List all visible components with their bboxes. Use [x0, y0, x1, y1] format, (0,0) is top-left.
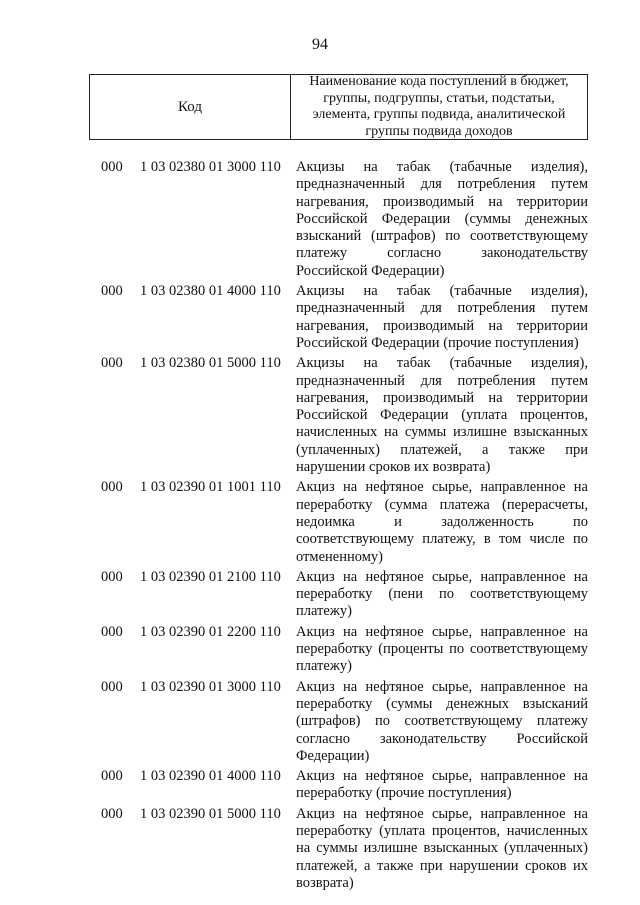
table-row [0, 283, 640, 352]
table-row [0, 806, 640, 892]
revenue-code: 1 03 02390 01 2100 110 [140, 568, 281, 585]
revenue-description: Акциз на нефтяное сырье, направленное на переработку (прочие поступления) [296, 768, 588, 802]
table-body [0, 159, 640, 895]
table-row [0, 624, 640, 676]
admin-code: 000 [101, 805, 123, 822]
table-row [0, 355, 640, 476]
revenue-code: 1 03 02390 01 1001 110 [140, 479, 281, 496]
revenue-code: 1 03 02390 01 3000 110 [140, 678, 281, 695]
revenue-code: 1 03 02390 01 4000 110 [140, 768, 281, 785]
revenue-description: Акцизы на табак (табачные изделия), предназначенный для потребления путем нагревания, производимый на территории Российской Федерации (суммы денежных взысканий (штрафов) по соответствующему платежу согласно законодательству Российской Федерации) [296, 159, 588, 279]
revenue-description: Акциз на нефтяное сырье, направленное на переработку (суммы денежных взысканий (штрафов) по соответствующему платежу согласно законодательству Российской Федерации) [296, 678, 588, 764]
revenue-description: Акцизы на табак (табачные изделия), предназначенный для потребления путем нагревания, производимый на территории Российской Федерации (прочие поступления) [296, 283, 588, 351]
admin-code: 000 [101, 678, 123, 695]
revenue-code: 1 03 02380 01 3000 110 [140, 159, 281, 175]
revenue-code: 1 03 02390 01 2200 110 [140, 623, 281, 640]
revenue-description: Акциз на нефтяное сырье, направленное на переработку (пени по соответствующему платежу) [296, 568, 588, 620]
page-number: 94 [312, 36, 328, 53]
table-row [0, 569, 640, 621]
admin-code: 000 [101, 159, 123, 175]
table-header [89, 74, 588, 140]
table-row [0, 479, 640, 565]
admin-code: 000 [101, 479, 123, 496]
revenue-code: 1 03 02390 01 5000 110 [140, 805, 281, 822]
admin-code: 000 [101, 355, 123, 372]
header-code-label: Код [90, 75, 291, 139]
admin-code: 000 [101, 568, 123, 585]
admin-code: 000 [101, 283, 123, 300]
revenue-code: 1 03 02380 01 4000 110 [140, 283, 281, 300]
revenue-description: Акциз на нефтяное сырье, направленное на переработку (сумма платежа (перерасчеты, недоимка и задолженность по соответствующему платежу, в том числе по отмененному) [296, 479, 588, 565]
table-row [0, 159, 640, 280]
revenue-description: Акцизы на табак (табачные изделия), предназначенный для потребления путем нагревания, производимый на территории Российской Федерации (уплата процентов, начисленных на суммы излишне взысканных (уплаченных) платежей, а также при нарушении сроков их возврата) [296, 355, 588, 476]
revenue-description: Акциз на нефтяное сырье, направленное на переработку (уплата процентов, начисленных на суммы излишне взысканных (уплаченных) платежей, а также при нарушении сроков их возврата) [296, 805, 588, 891]
admin-code: 000 [101, 768, 123, 785]
admin-code: 000 [101, 623, 123, 640]
revenue-code: 1 03 02380 01 5000 110 [140, 355, 281, 372]
header-name-label: Наименование кода поступлений в бюджет, группы, подгруппы, статьи, подстатьи, элемента, группы подвида, аналитической группы подвида доходов [309, 74, 569, 139]
table-row [0, 768, 640, 803]
revenue-description: Акциз на нефтяное сырье, направленное на переработку (проценты по соответствующему платежу) [296, 623, 588, 675]
table-row [0, 679, 640, 765]
